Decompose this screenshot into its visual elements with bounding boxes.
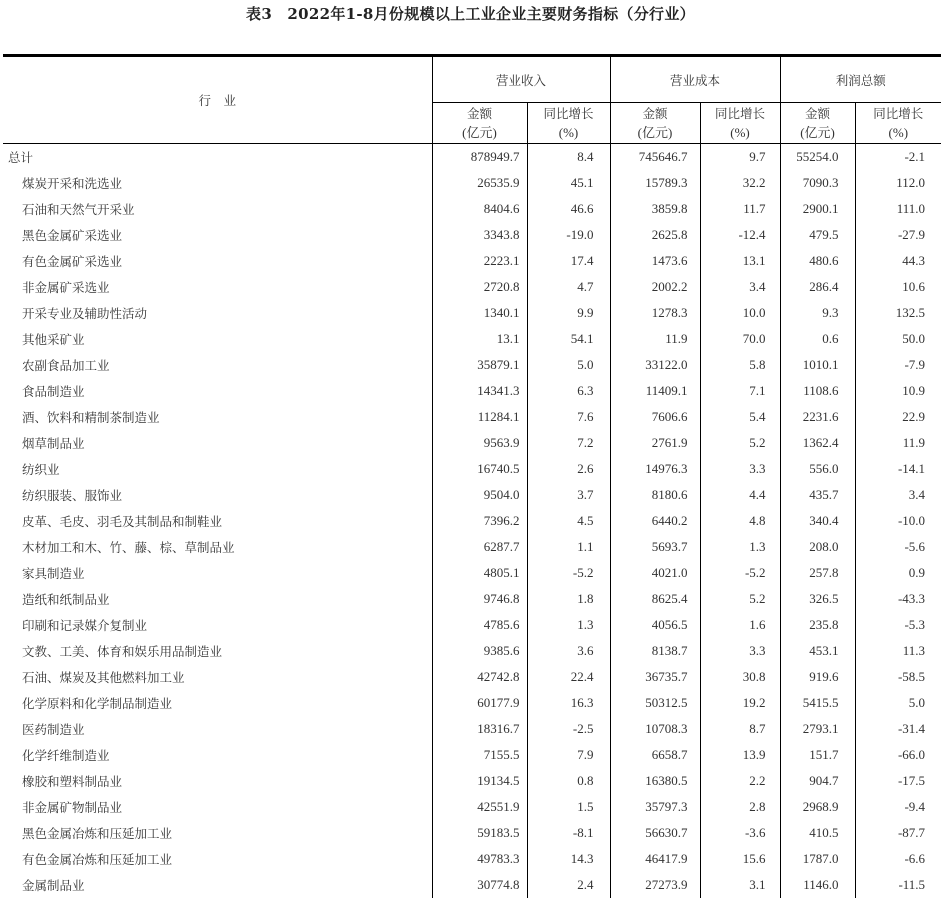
cost-growth-cell: 2.8 [700, 794, 780, 820]
revenue-growth-cell: 4.7 [527, 274, 610, 300]
total-row [3, 144, 941, 171]
cost-growth-cell: -12.4 [700, 222, 780, 248]
profit-amount-cell: 326.5 [780, 586, 855, 612]
profit-amount-cell: 410.5 [780, 820, 855, 846]
revenue-growth-cell: 8.4 [527, 144, 610, 171]
table-row [3, 482, 941, 508]
cost-amount-cell: 8138.7 [610, 638, 700, 664]
industry-column-header: 行 业 [3, 56, 432, 144]
table-row [3, 846, 941, 872]
table-title: 表3 2022年1-8月份规模以上工业企业主要财务指标（分行业） [0, 3, 941, 24]
industry-name: 印刷和记录媒介复制业 [3, 612, 432, 638]
profit-amount-cell: 479.5 [780, 222, 855, 248]
cost-growth-cell: 3.4 [700, 274, 780, 300]
cost-growth-cell: 7.1 [700, 378, 780, 404]
cost-amount-cell: 27273.9 [610, 872, 700, 898]
profit-amount-cell: 9.3 [780, 300, 855, 326]
profit-growth-cell: 50.0 [855, 326, 941, 352]
industry-name: 化学原料和化学制品制造业 [3, 690, 432, 716]
cost-growth-cell: 70.0 [700, 326, 780, 352]
industry-name: 纺织业 [3, 456, 432, 482]
cost-growth-cell: -3.6 [700, 820, 780, 846]
cost-amount-cell: 1473.6 [610, 248, 700, 274]
table-body [3, 144, 941, 898]
subheader-label: 同比增长 [701, 104, 780, 123]
revenue-growth-cell: -8.1 [527, 820, 610, 846]
profit-amount-cell: 55254.0 [780, 144, 855, 171]
profit-growth-cell: 0.9 [855, 560, 941, 586]
profit-growth-cell: -31.4 [855, 716, 941, 742]
table-row [3, 612, 941, 638]
revenue-growth-cell: 5.0 [527, 352, 610, 378]
revenue-amount-cell: 49783.3 [432, 846, 527, 872]
industry-name: 非金属矿物制品业 [3, 794, 432, 820]
table-row [3, 560, 941, 586]
revenue-amount-cell: 13.1 [432, 326, 527, 352]
subheader-cost-amount [610, 103, 700, 144]
financial-indicators-table [3, 54, 941, 898]
profit-amount-cell: 235.8 [780, 612, 855, 638]
revenue-growth-cell: 7.6 [527, 404, 610, 430]
table-row [3, 508, 941, 534]
cost-growth-cell: 2.2 [700, 768, 780, 794]
cost-amount-cell: 10708.3 [610, 716, 700, 742]
revenue-amount-cell: 14341.3 [432, 378, 527, 404]
subheader-cost-growth [700, 103, 780, 144]
profit-amount-cell: 453.1 [780, 638, 855, 664]
industry-name: 石油、煤炭及其他燃料加工业 [3, 664, 432, 690]
profit-amount-cell: 7090.3 [780, 170, 855, 196]
revenue-growth-cell: 1.1 [527, 534, 610, 560]
profit-growth-cell: -66.0 [855, 742, 941, 768]
revenue-amount-cell: 8404.6 [432, 196, 527, 222]
revenue-growth-cell: 3.6 [527, 638, 610, 664]
cost-growth-cell: 4.4 [700, 482, 780, 508]
industry-name: 酒、饮料和精制茶制造业 [3, 404, 432, 430]
revenue-growth-cell: 3.7 [527, 482, 610, 508]
cost-growth-cell: 3.3 [700, 456, 780, 482]
profit-amount-cell: 2900.1 [780, 196, 855, 222]
revenue-growth-cell: 1.3 [527, 612, 610, 638]
revenue-growth-cell: 7.2 [527, 430, 610, 456]
revenue-amount-cell: 878949.7 [432, 144, 527, 171]
cost-growth-cell: 5.2 [700, 430, 780, 456]
profit-growth-cell: -2.1 [855, 144, 941, 171]
revenue-growth-cell: -5.2 [527, 560, 610, 586]
industry-name: 橡胶和塑料制品业 [3, 768, 432, 794]
industry-name: 总计 [3, 144, 432, 171]
table-row [3, 768, 941, 794]
cost-growth-cell: 13.1 [700, 248, 780, 274]
profit-growth-cell: 5.0 [855, 690, 941, 716]
profit-amount-cell: 919.6 [780, 664, 855, 690]
cost-amount-cell: 3859.8 [610, 196, 700, 222]
subheader-unit: (亿元) [611, 123, 700, 142]
table-row [3, 274, 941, 300]
cost-growth-cell: 3.1 [700, 872, 780, 898]
cost-growth-cell: 9.7 [700, 144, 780, 171]
revenue-amount-cell: 7155.5 [432, 742, 527, 768]
profit-growth-cell: 10.9 [855, 378, 941, 404]
group-header-profit: 利润总额 [780, 56, 941, 103]
profit-amount-cell: 1108.6 [780, 378, 855, 404]
industry-name: 造纸和纸制品业 [3, 586, 432, 612]
revenue-amount-cell: 3343.8 [432, 222, 527, 248]
revenue-amount-cell: 18316.7 [432, 716, 527, 742]
profit-amount-cell: 340.4 [780, 508, 855, 534]
cost-growth-cell: 8.7 [700, 716, 780, 742]
table-row [3, 222, 941, 248]
industry-name: 化学纤维制造业 [3, 742, 432, 768]
cost-amount-cell: 11409.1 [610, 378, 700, 404]
cost-amount-cell: 4056.5 [610, 612, 700, 638]
table-row [3, 378, 941, 404]
cost-amount-cell: 6440.2 [610, 508, 700, 534]
profit-amount-cell: 1362.4 [780, 430, 855, 456]
revenue-growth-cell: 1.8 [527, 586, 610, 612]
profit-growth-cell: 44.3 [855, 248, 941, 274]
profit-growth-cell: 111.0 [855, 196, 941, 222]
revenue-growth-cell: 4.5 [527, 508, 610, 534]
revenue-growth-cell: 22.4 [527, 664, 610, 690]
table-row [3, 690, 941, 716]
profit-amount-cell: 1010.1 [780, 352, 855, 378]
cost-amount-cell: 2761.9 [610, 430, 700, 456]
revenue-growth-cell: 45.1 [527, 170, 610, 196]
cost-growth-cell: 5.8 [700, 352, 780, 378]
cost-amount-cell: 8625.4 [610, 586, 700, 612]
profit-growth-cell: -14.1 [855, 456, 941, 482]
cost-growth-cell: 5.2 [700, 586, 780, 612]
cost-growth-cell: 5.4 [700, 404, 780, 430]
revenue-growth-cell: 1.5 [527, 794, 610, 820]
subheader-unit: (亿元) [433, 123, 527, 142]
industry-name: 皮革、毛皮、羽毛及其制品和制鞋业 [3, 508, 432, 534]
cost-amount-cell: 50312.5 [610, 690, 700, 716]
profit-growth-cell: -43.3 [855, 586, 941, 612]
table-row [3, 586, 941, 612]
revenue-growth-cell: 2.4 [527, 872, 610, 898]
cost-amount-cell: 46417.9 [610, 846, 700, 872]
profit-amount-cell: 556.0 [780, 456, 855, 482]
profit-amount-cell: 2793.1 [780, 716, 855, 742]
revenue-amount-cell: 9385.6 [432, 638, 527, 664]
profit-growth-cell: 11.9 [855, 430, 941, 456]
subheader-profit-growth [855, 103, 941, 144]
industry-name: 开采专业及辅助性活动 [3, 300, 432, 326]
profit-growth-cell: -27.9 [855, 222, 941, 248]
revenue-amount-cell: 6287.7 [432, 534, 527, 560]
revenue-amount-cell: 42742.8 [432, 664, 527, 690]
industry-name: 纺织服装、服饰业 [3, 482, 432, 508]
table-row [3, 638, 941, 664]
industry-name: 医药制造业 [3, 716, 432, 742]
subheader-label: 金额 [781, 104, 855, 123]
industry-name: 有色金属矿采选业 [3, 248, 432, 274]
cost-amount-cell: 5693.7 [610, 534, 700, 560]
cost-amount-cell: 11.9 [610, 326, 700, 352]
revenue-growth-cell: 2.6 [527, 456, 610, 482]
profit-growth-cell: 10.6 [855, 274, 941, 300]
revenue-growth-cell: 16.3 [527, 690, 610, 716]
revenue-amount-cell: 9746.8 [432, 586, 527, 612]
table-row [3, 820, 941, 846]
cost-amount-cell: 56630.7 [610, 820, 700, 846]
profit-growth-cell: -10.0 [855, 508, 941, 534]
revenue-amount-cell: 9563.9 [432, 430, 527, 456]
subheader-label: 同比增长 [856, 104, 941, 123]
revenue-amount-cell: 2223.1 [432, 248, 527, 274]
table-row [3, 170, 941, 196]
profit-amount-cell: 5415.5 [780, 690, 855, 716]
cost-amount-cell: 16380.5 [610, 768, 700, 794]
industry-name: 木材加工和木、竹、藤、棕、草制品业 [3, 534, 432, 560]
cost-amount-cell: 4021.0 [610, 560, 700, 586]
revenue-amount-cell: 4785.6 [432, 612, 527, 638]
cost-growth-cell: 1.6 [700, 612, 780, 638]
table-header [3, 56, 941, 144]
cost-growth-cell: 19.2 [700, 690, 780, 716]
revenue-amount-cell: 60177.9 [432, 690, 527, 716]
revenue-amount-cell: 26535.9 [432, 170, 527, 196]
profit-amount-cell: 0.6 [780, 326, 855, 352]
revenue-amount-cell: 59183.5 [432, 820, 527, 846]
profit-amount-cell: 257.8 [780, 560, 855, 586]
profit-amount-cell: 1146.0 [780, 872, 855, 898]
cost-amount-cell: 7606.6 [610, 404, 700, 430]
profit-growth-cell: -7.9 [855, 352, 941, 378]
cost-amount-cell: 2002.2 [610, 274, 700, 300]
cost-growth-cell: 30.8 [700, 664, 780, 690]
cost-growth-cell: 4.8 [700, 508, 780, 534]
revenue-amount-cell: 30774.8 [432, 872, 527, 898]
profit-amount-cell: 904.7 [780, 768, 855, 794]
cost-amount-cell: 35797.3 [610, 794, 700, 820]
revenue-growth-cell: 17.4 [527, 248, 610, 274]
cost-amount-cell: 1278.3 [610, 300, 700, 326]
revenue-amount-cell: 4805.1 [432, 560, 527, 586]
profit-growth-cell: -5.3 [855, 612, 941, 638]
industry-name: 农副食品加工业 [3, 352, 432, 378]
table-row [3, 716, 941, 742]
table-row [3, 300, 941, 326]
subheader-unit: (%) [701, 123, 780, 142]
subheader-unit: (%) [856, 123, 941, 142]
cost-amount-cell: 14976.3 [610, 456, 700, 482]
industry-name: 家具制造业 [3, 560, 432, 586]
cost-amount-cell: 745646.7 [610, 144, 700, 171]
cost-amount-cell: 2625.8 [610, 222, 700, 248]
profit-growth-cell: 3.4 [855, 482, 941, 508]
profit-growth-cell: -58.5 [855, 664, 941, 690]
group-header-cost: 营业成本 [610, 56, 780, 103]
cost-amount-cell: 33122.0 [610, 352, 700, 378]
subheader-revenue-amount [432, 103, 527, 144]
profit-growth-cell: 11.3 [855, 638, 941, 664]
revenue-amount-cell: 2720.8 [432, 274, 527, 300]
subheader-label: 金额 [433, 104, 527, 123]
profit-growth-cell: -17.5 [855, 768, 941, 794]
cost-amount-cell: 6658.7 [610, 742, 700, 768]
subheader-label: 金额 [611, 104, 700, 123]
profit-amount-cell: 1787.0 [780, 846, 855, 872]
revenue-amount-cell: 11284.1 [432, 404, 527, 430]
profit-amount-cell: 151.7 [780, 742, 855, 768]
revenue-growth-cell: 46.6 [527, 196, 610, 222]
industry-name: 文教、工美、体育和娱乐用品制造业 [3, 638, 432, 664]
industry-name: 有色金属冶炼和压延加工业 [3, 846, 432, 872]
industry-name: 金属制品业 [3, 872, 432, 898]
profit-growth-cell: -11.5 [855, 872, 941, 898]
table-row [3, 534, 941, 560]
industry-name: 烟草制品业 [3, 430, 432, 456]
subheader-revenue-growth [527, 103, 610, 144]
table-row [3, 404, 941, 430]
profit-amount-cell: 208.0 [780, 534, 855, 560]
revenue-amount-cell: 9504.0 [432, 482, 527, 508]
cost-growth-cell: 3.3 [700, 638, 780, 664]
revenue-amount-cell: 35879.1 [432, 352, 527, 378]
revenue-amount-cell: 1340.1 [432, 300, 527, 326]
table-row [3, 794, 941, 820]
subheader-unit: (%) [528, 123, 610, 142]
cost-growth-cell: 32.2 [700, 170, 780, 196]
profit-growth-cell: -87.7 [855, 820, 941, 846]
revenue-amount-cell: 7396.2 [432, 508, 527, 534]
revenue-growth-cell: -2.5 [527, 716, 610, 742]
cost-amount-cell: 36735.7 [610, 664, 700, 690]
cost-growth-cell: 15.6 [700, 846, 780, 872]
group-header-revenue: 营业收入 [432, 56, 610, 103]
revenue-growth-cell: 9.9 [527, 300, 610, 326]
table-row [3, 248, 941, 274]
revenue-growth-cell: 7.9 [527, 742, 610, 768]
subheader-profit-amount [780, 103, 855, 144]
profit-growth-cell: 22.9 [855, 404, 941, 430]
cost-amount-cell: 8180.6 [610, 482, 700, 508]
table-row [3, 742, 941, 768]
industry-name: 其他采矿业 [3, 326, 432, 352]
revenue-growth-cell: 14.3 [527, 846, 610, 872]
profit-growth-cell: 132.5 [855, 300, 941, 326]
table-row [3, 872, 941, 898]
revenue-amount-cell: 42551.9 [432, 794, 527, 820]
industry-name: 煤炭开采和洗选业 [3, 170, 432, 196]
revenue-growth-cell: 54.1 [527, 326, 610, 352]
cost-growth-cell: 13.9 [700, 742, 780, 768]
revenue-amount-cell: 16740.5 [432, 456, 527, 482]
cost-amount-cell: 15789.3 [610, 170, 700, 196]
profit-growth-cell: -5.6 [855, 534, 941, 560]
table-row [3, 196, 941, 222]
cost-growth-cell: 11.7 [700, 196, 780, 222]
profit-amount-cell: 2231.6 [780, 404, 855, 430]
profit-growth-cell: 112.0 [855, 170, 941, 196]
table-row [3, 326, 941, 352]
revenue-amount-cell: 19134.5 [432, 768, 527, 794]
profit-growth-cell: -9.4 [855, 794, 941, 820]
subheader-label: 同比增长 [528, 104, 610, 123]
profit-amount-cell: 435.7 [780, 482, 855, 508]
subheader-unit: (亿元) [781, 123, 855, 142]
table-row [3, 664, 941, 690]
table-row [3, 430, 941, 456]
table-row [3, 456, 941, 482]
industry-name: 黑色金属矿采选业 [3, 222, 432, 248]
cost-growth-cell: -5.2 [700, 560, 780, 586]
profit-amount-cell: 2968.9 [780, 794, 855, 820]
profit-amount-cell: 480.6 [780, 248, 855, 274]
industry-name: 食品制造业 [3, 378, 432, 404]
industry-name: 石油和天然气开采业 [3, 196, 432, 222]
industry-name: 非金属矿采选业 [3, 274, 432, 300]
industry-name: 黑色金属冶炼和压延加工业 [3, 820, 432, 846]
profit-growth-cell: -6.6 [855, 846, 941, 872]
revenue-growth-cell: 0.8 [527, 768, 610, 794]
profit-amount-cell: 286.4 [780, 274, 855, 300]
cost-growth-cell: 10.0 [700, 300, 780, 326]
table-row [3, 352, 941, 378]
revenue-growth-cell: -19.0 [527, 222, 610, 248]
revenue-growth-cell: 6.3 [527, 378, 610, 404]
cost-growth-cell: 1.3 [700, 534, 780, 560]
